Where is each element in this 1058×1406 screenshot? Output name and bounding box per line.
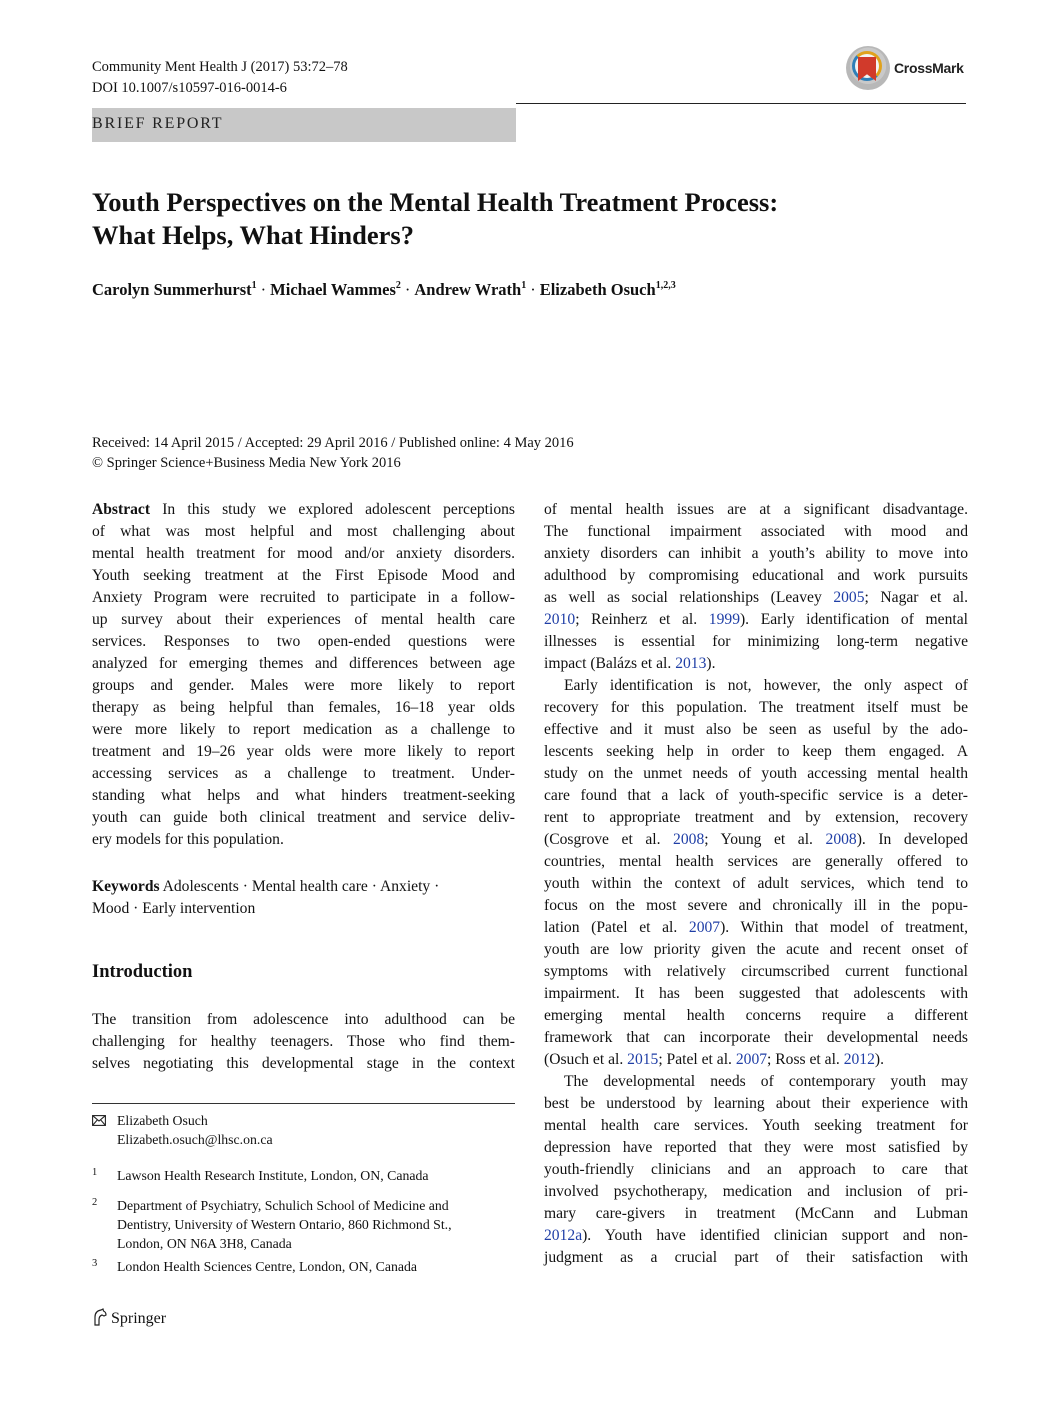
affiliation-number: 2 [92,1197,98,1208]
abstract-line: standing what helps and what hinders treatment-seeking [92,787,515,804]
abstract-text [92,499,515,851]
affiliation-text: London Health Sciences Centre, London, ON, Canada [117,1259,418,1274]
body-line: judgment as a crucial part of their satisfaction with [544,1249,968,1266]
body-line: illnesses is essential for minimizing long-term negative [544,633,968,650]
body-line: 2012a). Youth have identified clinician support and non- [544,1227,968,1244]
body-right-column [544,499,968,1269]
body-line: of mental health issues are at a significant disadvantage. [544,501,968,518]
footnote-rule [92,1103,515,1104]
abstract-line: Youth seeking treatment at the First Episode Mood and [92,567,515,584]
doi[interactable]: DOI 10.1007/s10597-016-0014-6 [92,80,287,96]
body-line: The functional impairment associated with mood and [544,523,968,540]
author-separator: · [404,280,411,299]
header-rule [516,103,966,104]
body-line: youth are low priority given the acute and recent onset of [544,941,968,958]
body-line: rent to appropriate treatment and by extension, recovery [544,809,968,826]
abstract-line: Anxiety Program were recruited to participate in a follow- [92,589,515,606]
body-paragraph [544,675,968,1071]
citation-link[interactable]: 2008 [825,831,857,848]
body-line: effective and it must also be seen as useful by the ado- [544,721,968,738]
section-label: BRIEF REPORT [92,115,224,132]
crossmark-button[interactable] [846,46,976,92]
author[interactable]: Carolyn Summerhurst$^1$ [92,280,257,299]
abstract-line: of what was most helpful and most challenging about [92,523,515,540]
body-line: (Osuch et al. 2015; Patel et al. 2007; Ross et al. 2012). [544,1051,884,1068]
citation-link[interactable]: 2007 [735,1051,768,1068]
body-line: mary care-givers in treatment (McCann and Lubman [544,1205,968,1222]
citation-link[interactable]: 2010 [544,611,576,628]
body-line: lescents seeking help in order to keep them engaged. A [544,743,968,760]
body-line: Early identification is not, however, the only aspect of [564,677,968,694]
copyright-line: © Springer Science+Business Media New York 2016 [92,455,401,471]
publication-dates [92,433,574,473]
correspondence-name: Elizabeth Osuch [117,1113,208,1128]
springer-horse-icon [92,1308,108,1326]
body-line: best be understood by learning about their experience with [544,1095,968,1112]
body-line: framework that can incorporate their developmental needs [544,1029,968,1046]
affiliation-number: 1 [92,1167,98,1178]
author-separator: · [530,280,536,299]
citation-link[interactable]: 2015 [627,1051,659,1068]
body-line: anxiety disorders can inhibit a youth’s ability to move into [544,545,968,562]
section-band [92,108,516,142]
body-line: lation (Patel et al. 2007). Within that model of treatment, [544,919,968,936]
body-line: symptoms with relatively circumscribed current functional [544,963,968,980]
abstract-line: treatment and 19–26 year olds were more likely to report [92,743,515,760]
body-line: recovery for this population. The treatment itself must be [544,699,968,716]
body-line: care found that a lack of youth-specific service is a deter- [544,787,968,804]
body-line: impairment. It has been suggested that adolescents with [544,985,968,1002]
body-line: study on the unmet needs of youth accessing mental health [544,765,968,782]
body-paragraph [544,1071,968,1269]
keywords-line-1: Adolescents · Mental health care · Anxiety · [159,878,440,895]
body-line: involved psychotherapy, medication and inclusion of pri- [544,1183,968,1200]
crossmark-label: CrossMark [894,60,964,76]
citation-link[interactable]: 2007 [688,919,721,936]
citation-link[interactable]: 2005 [833,589,865,606]
author-separator: · [260,280,267,299]
body-line: The developmental needs of contemporary youth may [564,1073,968,1090]
abstract-heading: Abstract [92,501,151,518]
title-line-1: Youth Perspectives on the Mental Health Treatment Process: [92,187,779,217]
body-line: focus on the most severe and chronically ill in the popu- [544,897,968,914]
abstract-line: groups and gender. Males were more likely to report [92,677,515,694]
author[interactable]: Elizabeth Osuch$^{1,2,3}$ [539,280,676,299]
body-paragraph [544,499,968,675]
body-line: mental health care services. Youth seeking treatment for [544,1117,968,1134]
crossmark-icon [846,46,890,90]
citation-link[interactable]: 2013 [675,655,707,672]
intro-line: selves negotiating this developmental stage in the context [92,1055,515,1072]
citation-link[interactable]: 1999 [708,611,740,628]
abstract-line: Abstract In this study we explored adolescent perceptions [92,501,515,518]
keywords-heading: Keywords [92,878,160,895]
keywords [92,876,515,920]
author-list [92,280,676,300]
abstract-line: accessing services as a challenge to treatment. Under- [92,765,515,782]
abstract-line: were more likely to report medication as a challenge to [92,721,515,738]
journal-header [92,57,348,99]
abstract-line: therapy as being helpful than females, 16–18 year olds [92,699,515,716]
body-line: adulthood by compromising educational and work pursuits [544,567,968,584]
body-line: depression have reported that they were most satisfied by [544,1139,968,1156]
author[interactable]: Andrew Wrath$^1$ [414,280,527,299]
affiliation-text: Lawson Health Research Institute, London, ON, Canada [117,1168,429,1183]
correspondence-email[interactable]: Elizabeth.osuch@lhsc.on.ca [117,1132,273,1147]
affiliation-text: Department of Psychiatry, Schulich School of Medicine and Dentistry, University of Western Ontario, 860 Richmond St., London, ON N6A 3H8, Canada [117,1198,452,1251]
citation-link[interactable]: 2012 [843,1051,875,1068]
abstract-line: mental health treatment for mood and/or anxiety disorders. [92,545,515,562]
body-line: youth within the context of adult services, which tend to [544,875,968,892]
body-line: youth-friendly clinicians and an approach to care that [544,1161,968,1178]
intro-line: The transition from adolescence into adulthood can be [92,1011,515,1028]
abstract-line: ery models for this population. [92,831,284,848]
correspondence [117,1111,273,1149]
affiliation-number: 3 [92,1258,98,1269]
article-title [92,186,892,252]
intro-heading: Introduction [92,962,193,982]
body-line: emerging mental health concerns require a different [544,1007,968,1024]
dates-line: Received: 14 April 2015 / Accepted: 29 April 2016 / Published online: 4 May 2016 [92,435,574,451]
intro-line: challenging for healthy teenagers. Those who find them- [92,1033,515,1050]
publisher-mark [92,1308,166,1328]
abstract-line: analyzed for emerging themes and differences between age [92,655,515,672]
abstract-line: youth can guide both clinical treatment and service deliv- [92,809,515,826]
abstract [92,499,515,851]
keywords-line-2: Mood · Early intervention [92,900,256,917]
journal-citation: Community Ment Health J (2017) 53:72–78 [92,59,348,75]
body-line: 2010; Reinherz et al. 1999). Early identification of mental [544,611,968,628]
title-line-2: What Helps, What Hinders? [92,220,414,250]
intro-text [92,1009,515,1075]
envelope-icon [92,1115,106,1126]
body-line: as well as social relationships (Leavey 2005; Nagar et al. [544,589,969,606]
author[interactable]: Michael Wammes$^2$ [270,280,401,299]
citation-link[interactable]: 2008 [673,831,705,848]
abstract-line: up survey about their experiences of mental health care [92,611,515,628]
publisher-name: Springer [111,1310,167,1327]
body-line: impact (Balázs et al. 2013). [544,655,716,672]
body-line: countries, mental health services are generally offered to [544,853,968,870]
abstract-line: services. Responses to two open-ended questions were [92,633,515,650]
body-line: (Cosgrove et al. 2008; Young et al. 2008). In developed [544,831,968,848]
citation-link[interactable]: 2012a [544,1227,583,1244]
